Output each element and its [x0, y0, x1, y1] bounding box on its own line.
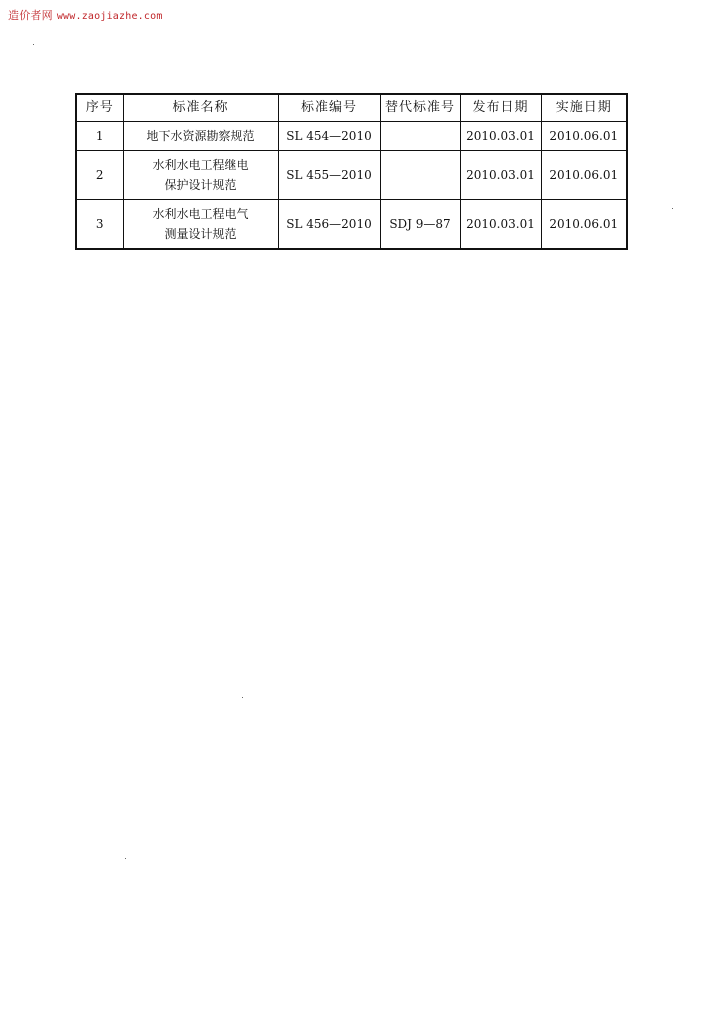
name-line1: 水利水电工程电气: [152, 207, 249, 221]
table-row: [76, 200, 627, 250]
header-published: 发布日期: [460, 94, 541, 122]
header-effective: 实施日期: [541, 94, 627, 122]
cell-published: 2010.03.01: [460, 200, 541, 250]
scan-speck: [125, 858, 126, 859]
name-line2: 测量设计规范: [164, 227, 237, 241]
cell-code: SL 454—2010: [278, 122, 380, 151]
header-code: 标准编号: [278, 94, 380, 122]
cell-replaces: [380, 151, 460, 200]
standards-table: [75, 93, 628, 250]
scan-speck: [672, 208, 673, 209]
scan-speck: [33, 44, 34, 45]
cell-no: 3: [76, 200, 123, 250]
name-line1: 水利水电工程继电: [152, 158, 249, 172]
watermark-url: www.zaojiazhe.com: [56, 11, 163, 22]
name-line2: 保护设计规范: [164, 178, 237, 192]
table-row: [76, 151, 627, 200]
watermark: [8, 7, 163, 23]
cell-name: [123, 151, 278, 200]
header-replaces: 替代标准号: [380, 94, 460, 122]
table-row: [76, 122, 627, 151]
cell-published: 2010.03.01: [460, 122, 541, 151]
cell-effective: 2010.06.01: [541, 122, 627, 151]
watermark-site: 造价者网: [8, 9, 53, 22]
cell-no: 1: [76, 122, 123, 151]
cell-name: [123, 122, 278, 151]
name-line1: 地下水资源勘察规范: [146, 129, 255, 143]
cell-effective: 2010.06.01: [541, 151, 627, 200]
header-no: 序号: [76, 94, 123, 122]
cell-no: 2: [76, 151, 123, 200]
scan-speck: [242, 697, 243, 698]
header-name: 标准名称: [123, 94, 278, 122]
cell-code: SL 456—2010: [278, 200, 380, 250]
cell-replaces: SDJ 9—87: [380, 200, 460, 250]
cell-code: SL 455—2010: [278, 151, 380, 200]
cell-replaces: [380, 122, 460, 151]
cell-name: [123, 200, 278, 250]
cell-published: 2010.03.01: [460, 151, 541, 200]
cell-effective: 2010.06.01: [541, 200, 627, 250]
table-header-row: [76, 94, 627, 122]
